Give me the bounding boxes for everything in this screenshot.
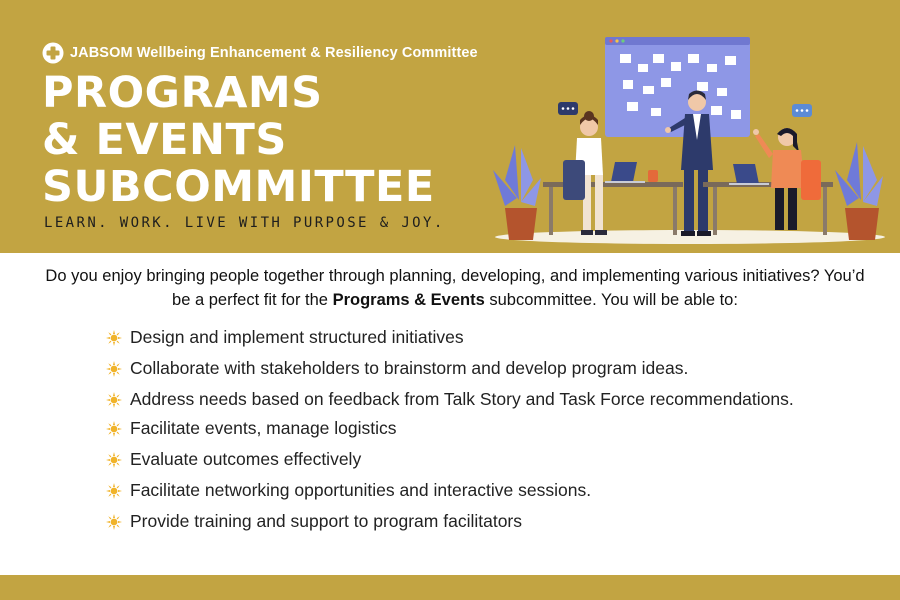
sun-bullet-icon <box>106 361 122 377</box>
tagline: LEARN. WORK. LIVE WITH PURPOSE & JOY. <box>44 215 445 231</box>
list-item <box>106 356 796 381</box>
intro-paragraph <box>40 264 870 312</box>
intro-text-end: subcommittee. You will be able to: <box>484 291 738 309</box>
intro-highlight: Programs & Events <box>332 291 485 309</box>
plus-cross-icon <box>42 42 64 64</box>
benefit-text: Evaluate outcomes effectively <box>130 449 362 469</box>
header-banner <box>0 0 900 253</box>
benefit-text: Address needs based on feedback from Talk Story and Task Force recommendations. <box>130 389 794 409</box>
sun-bullet-icon <box>106 483 122 499</box>
team-meeting-illustration <box>485 30 890 250</box>
benefit-text: Provide training and support to program facilitators <box>130 511 523 531</box>
benefit-text: Facilitate networking opportunities and interactive sessions. <box>130 480 592 500</box>
list-item <box>106 387 796 412</box>
organization-row <box>42 42 478 64</box>
organization-name: JABSOM Wellbeing Enhancement & Resiliency Committee <box>70 45 478 61</box>
intro-text-start: Do you enjoy bringing people together through planning, developing, and implementing various initiatives? You’d be a perfect fit for the <box>45 267 865 309</box>
list-item <box>106 416 796 441</box>
benefit-text: Collaborate with stakeholders to brainstorm and develop program ideas. <box>130 358 689 378</box>
list-item <box>106 478 796 503</box>
footer-band <box>0 575 900 600</box>
main-content <box>0 253 900 575</box>
sun-bullet-icon <box>106 392 122 408</box>
sun-bullet-icon <box>106 514 122 530</box>
title-line-3: SUBCOMMITTEE <box>42 162 435 212</box>
benefits-list <box>106 325 796 540</box>
sun-bullet-icon <box>106 452 122 468</box>
page-title <box>42 70 512 211</box>
benefit-text: Facilitate events, manage logistics <box>130 418 397 438</box>
sun-bullet-icon <box>106 330 122 346</box>
list-item <box>106 509 796 534</box>
list-item <box>106 447 796 472</box>
benefit-text: Design and implement structured initiatives <box>130 327 464 347</box>
sun-bullet-icon <box>106 421 122 437</box>
list-item <box>106 325 796 350</box>
title-line-1: PROGRAMS <box>42 68 323 118</box>
title-line-2: & EVENTS <box>42 115 287 165</box>
